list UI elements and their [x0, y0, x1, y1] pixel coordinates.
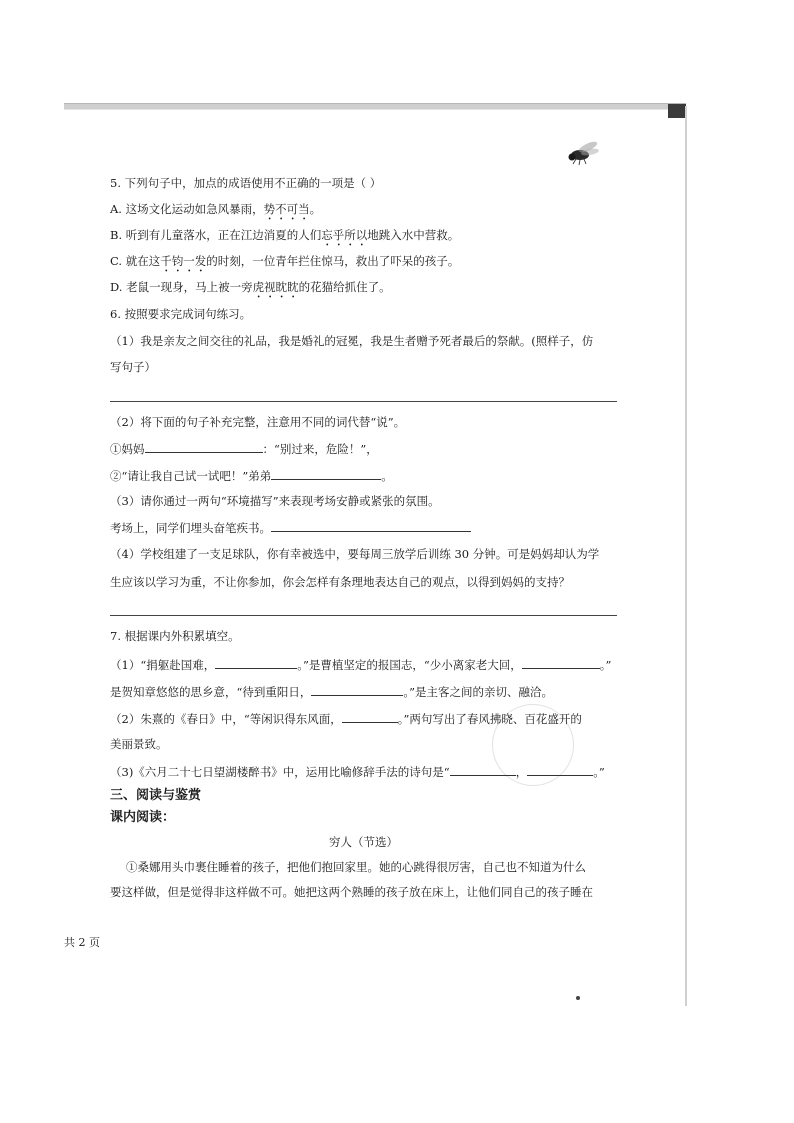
answer-blank[interactable] [342, 710, 398, 723]
q5-option-d: D. 老鼠一现身，马上被一旁虎视眈眈的花猫给抓住了。 [110, 280, 391, 294]
answer-blank[interactable] [527, 763, 593, 776]
q6-part2-b: ②“请让我自己试一试吧！”弟弟 。 [110, 469, 393, 483]
q6-part3: （3）请你通过一两句“环境描写”来表现考场安静或紧张的氛围。 [110, 494, 440, 508]
q6-part2: （2）将下面的句子补充完整，注意用不同的词代替“说”。 [110, 415, 406, 429]
scan-right-edge [685, 106, 687, 1006]
answer-blank[interactable] [522, 656, 600, 669]
answer-line [110, 615, 617, 616]
passage-line-2: 要这样做，但是觉得非这样做不可。她把这两个熟睡的孩子放在床上，让他们同自己的孩子睡在 [110, 885, 593, 899]
subsection-heading: 课内阅读： [110, 810, 176, 825]
q7-line2: 是贺知章悠悠的思乡意，“待到重阳日， 。”是主客之间的亲切、融洽。 [110, 685, 554, 699]
answer-blank[interactable] [450, 763, 516, 776]
answer-blank[interactable] [215, 656, 297, 669]
q5-option-c: C. 就在这千钧一发的时刻，一位青年拦住惊马，救出了吓呆的孩子。 [110, 254, 460, 268]
scan-corner-mark [668, 104, 686, 118]
q5-option-a: A. 这场文化运动如急风暴雨，势不可当。 [110, 202, 322, 216]
q7-line3: （2）朱熹的《春日》中，“等闲识得东风面， 。”两句写出了春风拂晓、百花盛开的 [110, 712, 582, 726]
passage-line-1: ①桑娜用头巾裹住睡着的孩子，把他们抱回家里。她的心跳得很厉害，自己也不知道为什么 [126, 860, 586, 874]
fly-image [566, 138, 602, 166]
answer-blank[interactable] [271, 467, 381, 480]
q7-stem: 7. 根据课内外积累填空。 [110, 629, 240, 643]
q6-part1-line1: （1）我是亲友之间交往的礼品，我是婚礼的冠冕，我是生者赠予死者最后的祭献。(照样子，仿 [110, 334, 594, 348]
answer-blank[interactable] [311, 683, 403, 696]
q6-part2-a: ①妈妈 ：“别过来，危险！”， [110, 442, 378, 456]
section-heading: 三、阅读与鉴赏 [110, 788, 202, 803]
q5-option-b: B. 听到有儿童落水，正在江边消夏的人们忘乎所以地跳入水中营救。 [110, 228, 460, 242]
page-footer: 共 2 页 [64, 936, 100, 949]
q6-part1-line2: 写句子） [110, 360, 156, 374]
q7-line4: 美丽景致。 [110, 737, 168, 751]
passage-title: 穷人（节选） [329, 835, 398, 849]
q6-part4-line1: （4）学校组建了一支足球队，你有幸被选中，要每周三放学后训练 30 分钟。可是妈妈却认为学 [110, 547, 600, 561]
q7-line1: （1）“捐躯赴国难， 。”是曹植坚定的报国志，“少小离家老大回， 。” [110, 658, 612, 672]
q5-stem: 5. 下列句子中，加点的成语使用不正确的一项是（ ） [110, 176, 382, 190]
scan-speck [576, 996, 580, 1000]
answer-blank[interactable] [271, 519, 471, 532]
q6-part4-line2: 生应该以学习为重，不让你参加，你会怎样有条理地表达自己的观点，以得到妈妈的支持？ [110, 575, 570, 589]
answer-blank[interactable] [145, 440, 263, 453]
q7-line5: （3)《六月二十七日望湖楼醉书》中，运用比喻修辞手法的诗句是“ ， 。” [110, 765, 605, 779]
answer-line [110, 401, 617, 402]
scan-top-edge [64, 103, 686, 110]
q6-stem: 6. 按照要求完成词句练习。 [110, 307, 252, 321]
q6-part3-answer: 考场上，同学们埋头奋笔疾书。 [110, 519, 471, 536]
